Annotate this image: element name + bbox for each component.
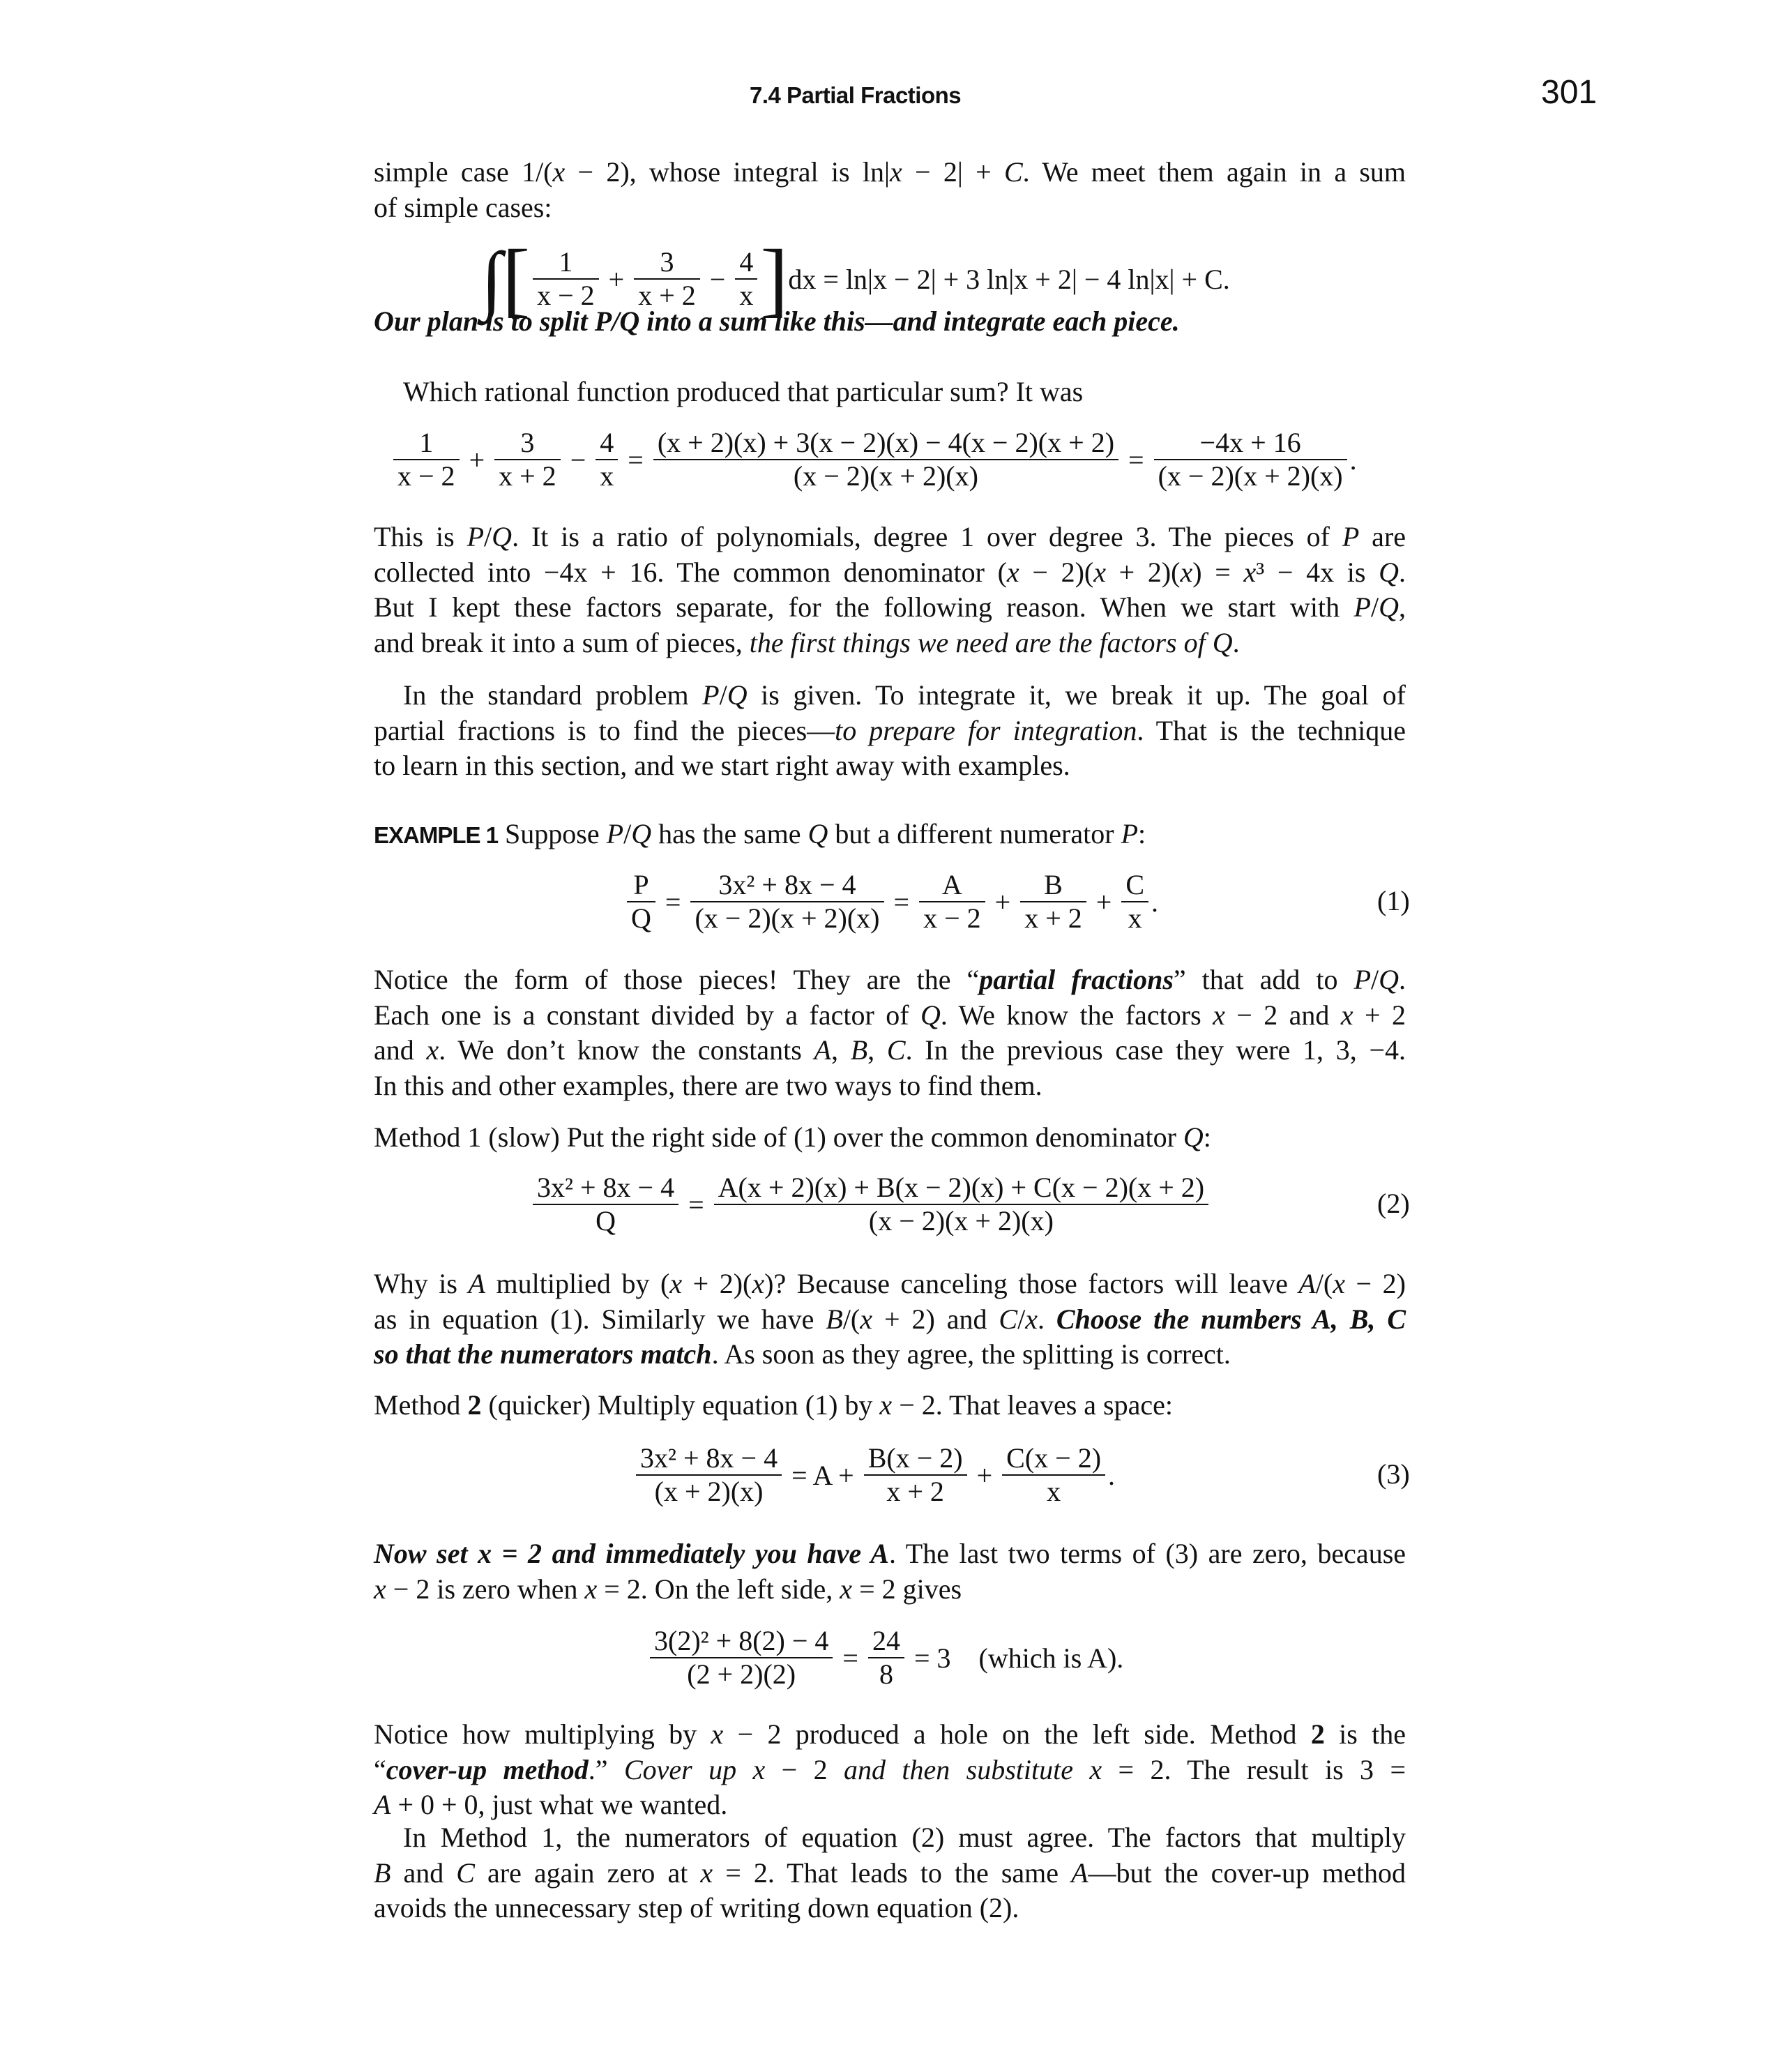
emphasis-bold: 2 xyxy=(467,1389,482,1421)
fraction xyxy=(393,427,460,492)
numerator: (x + 2)(x) + 3(x − 2)(x) − 4(x − 2)(x + 2) xyxy=(657,427,1115,458)
math-variable: B xyxy=(850,1034,868,1066)
math-variable: x xyxy=(1006,556,1019,588)
numerator: B(x − 2) xyxy=(867,1442,963,1474)
numerator: −4x + 16 xyxy=(1199,427,1301,458)
numerator: P xyxy=(633,869,649,900)
math-variable: Q xyxy=(619,305,640,337)
fraction xyxy=(714,1172,1208,1237)
numerator: 1 xyxy=(559,246,573,278)
math-variable: x xyxy=(374,1573,386,1605)
math-variable: P xyxy=(606,818,624,849)
math-variable: Q xyxy=(492,521,513,552)
numerator: 3x² + 8x − 4 xyxy=(640,1442,778,1474)
math-text: + xyxy=(462,444,492,476)
paragraph xyxy=(374,962,1406,1103)
numerator: 3(2)² + 8(2) − 4 xyxy=(654,1625,829,1656)
math-variable: Q xyxy=(1212,626,1233,658)
math-variable: A xyxy=(870,1538,889,1569)
math-variable: B xyxy=(826,1303,843,1335)
math-variable: Q xyxy=(1379,964,1400,995)
text-line: and x. We don’t know the constants A, B, C. In the previous case they were 1, 3, −4. xyxy=(374,1034,1406,1066)
emphasis-italic: the first things we need are the factors of Q xyxy=(749,626,1233,658)
equation-3 xyxy=(633,1442,1115,1508)
math-variable: x xyxy=(889,156,902,188)
math-variable: A xyxy=(1071,1857,1089,1889)
integral-sign: ∫ xyxy=(481,236,503,322)
paragraph xyxy=(374,1120,1406,1156)
math-variable: P xyxy=(1353,591,1371,623)
math-variable: P xyxy=(702,679,720,711)
math-variable: x xyxy=(1213,999,1225,1031)
math-variable: A xyxy=(814,1034,831,1066)
math-variable: Q xyxy=(727,679,748,711)
denominator: (x − 2)(x + 2)(x) xyxy=(690,901,883,935)
math-variable: x xyxy=(1340,999,1353,1031)
denominator: x − 2 xyxy=(919,901,985,935)
denominator: (x + 2)(x) xyxy=(636,1474,782,1508)
emphasis-bold-italic: partial fractions xyxy=(979,964,1174,995)
emphasis-bold-italic: cover-up method xyxy=(386,1753,589,1785)
emphasis-italic: and then substitute xyxy=(843,1753,1073,1785)
math-variable: C xyxy=(1003,156,1023,188)
math-text: = xyxy=(1121,444,1151,476)
fraction xyxy=(627,869,655,935)
math-variable: x xyxy=(752,1753,766,1785)
denominator: x xyxy=(1002,1474,1105,1508)
equation-sum xyxy=(390,427,1357,492)
paragraph xyxy=(374,1388,1406,1423)
paragraph xyxy=(374,155,1406,225)
fraction xyxy=(533,246,599,312)
text-line: Notice the form of those pieces! They are the “partial fractions” that add to P/Q. xyxy=(374,964,1406,995)
math-variable: x xyxy=(1025,1303,1038,1335)
fraction xyxy=(1020,869,1086,935)
math-variable: Q xyxy=(807,818,828,849)
numerator: 3x² + 8x − 4 xyxy=(718,869,856,900)
section-header: 7.4 Partial Fractions xyxy=(750,82,962,108)
math-variable: B xyxy=(1349,1303,1369,1335)
math-variable: x xyxy=(860,1303,873,1335)
math-variable: C xyxy=(456,1857,475,1889)
text-line: and break it into a sum of pieces, the first things we need are the factors of Q. xyxy=(374,626,1240,658)
paragraph xyxy=(374,520,1406,660)
emphasis-bold: 2 xyxy=(1310,1718,1325,1750)
text-line: B and C are again zero at x = 2. That leads to the same A—but the cover-up method xyxy=(374,1857,1406,1889)
math-text: = 3 (which is A). xyxy=(907,1642,1124,1674)
equation-substitute xyxy=(647,1625,1123,1691)
math-variable: P xyxy=(1342,521,1360,552)
fraction xyxy=(653,427,1118,492)
fraction xyxy=(1121,869,1148,935)
denominator: x − 2 xyxy=(393,459,460,492)
paragraph xyxy=(374,304,1406,340)
denominator: (2 + 2)(2) xyxy=(650,1657,833,1691)
fraction xyxy=(868,1625,904,1691)
equation-number: (2) xyxy=(1377,1188,1410,1219)
math-variable: P xyxy=(1353,964,1371,995)
text-line: Method 2 (quicker) Multiply equation (1) by x − 2. That leaves a space: xyxy=(374,1389,1173,1421)
numerator: 3x² + 8x − 4 xyxy=(537,1172,675,1203)
bracket: ] xyxy=(760,232,789,325)
example-label: EXAMPLE 1 xyxy=(374,822,499,848)
denominator: Q xyxy=(627,901,655,935)
math-variable: C xyxy=(999,1303,1018,1335)
denominator: x + 2 xyxy=(864,1474,967,1508)
equation-1 xyxy=(624,869,1158,935)
numerator: 1 xyxy=(419,427,434,458)
math-variable: x xyxy=(700,1857,713,1889)
math-variable: Q xyxy=(631,818,652,849)
math-variable: x xyxy=(1180,556,1193,588)
math-variable: P xyxy=(594,305,612,337)
text-line: “cover-up method.” Cover up x − 2 and then substitute x = 2. The result is 3 = xyxy=(374,1753,1406,1785)
math-variable: x xyxy=(840,1573,853,1605)
numerator: C xyxy=(1125,869,1144,900)
denominator: x + 2 xyxy=(1020,901,1086,935)
denominator: (x − 2)(x + 2)(x) xyxy=(1154,459,1347,492)
equation-2 xyxy=(530,1172,1211,1237)
fraction xyxy=(494,427,561,492)
denominator: 8 xyxy=(868,1657,904,1691)
paragraph xyxy=(374,817,1406,852)
math-text: + xyxy=(969,1459,1000,1491)
text-line: partial fractions is to find the pieces—to prepare for integration. That is the technique xyxy=(374,714,1406,746)
text-line: Notice how multiplying by x − 2 produced a hole on the left side. Method 2 is the xyxy=(374,1718,1406,1750)
math-variable: x xyxy=(879,1389,893,1421)
fraction xyxy=(634,246,700,312)
math-text: + xyxy=(987,886,1018,918)
fraction xyxy=(636,1442,782,1508)
math-variable: A xyxy=(468,1268,485,1299)
math-text: = xyxy=(621,444,651,476)
paragraph xyxy=(374,678,1406,784)
fraction xyxy=(533,1172,678,1237)
text-line: A + 0 + 0, just what we wanted. xyxy=(374,1789,728,1820)
math-variable: x xyxy=(1243,556,1257,588)
denominator: (x − 2)(x + 2)(x) xyxy=(653,459,1118,492)
text-line: In Method 1, the numerators of equation (2) must agree. The factors that multiply xyxy=(403,1822,1406,1853)
math-text: . xyxy=(1349,444,1357,476)
math-text: . xyxy=(1108,1459,1116,1491)
math-variable: Q xyxy=(1379,591,1399,623)
math-variable: A xyxy=(1312,1303,1331,1335)
math-variable: x xyxy=(1089,1753,1102,1785)
math-variable: Q xyxy=(1379,556,1400,588)
math-variable: x xyxy=(1093,556,1106,588)
emphasis-italic: to prepare for integration xyxy=(835,714,1137,746)
math-variable: x xyxy=(478,1538,492,1569)
text-line: Which rational function produced that particular sum? It was xyxy=(403,376,1084,407)
page-number: 301 xyxy=(1541,74,1598,111)
math-text: + xyxy=(1089,886,1119,918)
emphasis-bold-italic: Our plan is to split P/Q into a sum like this—and integrate each piece. xyxy=(374,305,1180,337)
denominator: x xyxy=(596,459,618,492)
denominator: x − 2 xyxy=(533,278,599,312)
numerator: 24 xyxy=(872,1625,900,1656)
math-variable: x xyxy=(752,1268,765,1299)
math-variable: C xyxy=(886,1034,906,1066)
text-line: In the standard problem P/Q is given. To integrate it, we break it up. The goal of xyxy=(403,679,1406,711)
fraction xyxy=(690,869,883,935)
math-variable: P xyxy=(467,521,485,552)
numerator: 3 xyxy=(520,427,535,458)
bracket: [ xyxy=(502,232,531,325)
math-variable: x xyxy=(1333,1268,1346,1299)
denominator: x xyxy=(735,278,757,312)
text-line: But I kept these factors separate, for the following reason. When we start with P/Q, xyxy=(374,591,1406,623)
text-line: This is P/Q. It is a ratio of polynomials, degree 1 over degree 3. The pieces of P are xyxy=(374,521,1406,552)
math-text: = xyxy=(835,1642,865,1674)
text-line xyxy=(374,304,1406,340)
emphasis-bold-italic: Choose the numbers A, B, C xyxy=(1056,1303,1406,1335)
emphasis-bold-italic: Now set x = 2 and immediately you have A xyxy=(374,1538,889,1569)
paragraph xyxy=(374,1820,1406,1926)
fraction xyxy=(1154,427,1347,492)
numerator: 4 xyxy=(739,246,754,278)
text-line: of simple cases: xyxy=(374,191,552,223)
math-text: dx = ln|x − 2| + 3 ln|x + 2| − 4 ln|x| + C. xyxy=(788,263,1230,295)
text-line: x − 2 is zero when x = 2. On the left side, x = 2 gives xyxy=(374,1573,962,1605)
equation-number: (1) xyxy=(1377,885,1410,916)
math-text: = xyxy=(658,886,688,918)
denominator: (x − 2)(x + 2)(x) xyxy=(714,1204,1208,1237)
text-line: so that the numerators match. As soon as they agree, the splitting is correct. xyxy=(374,1338,1231,1370)
math-variable: B xyxy=(374,1857,391,1889)
text-line: Why is A multiplied by (x + 2)(x)? Because canceling those factors will leave A/(x − 2) xyxy=(374,1268,1406,1299)
numerator: C(x − 2) xyxy=(1006,1442,1102,1474)
math-variable: x xyxy=(552,156,566,188)
math-text: − xyxy=(563,444,593,476)
text-line: Now set x = 2 and immediately you have A. The last two terms of (3) are zero, because xyxy=(374,1538,1406,1569)
math-text: = xyxy=(681,1188,711,1220)
numerator: 4 xyxy=(600,427,614,458)
numerator: A(x + 2)(x) + B(x − 2)(x) + C(x − 2)(x + 2) xyxy=(718,1172,1205,1203)
math-variable: x xyxy=(711,1718,724,1750)
math-variable: Q xyxy=(1183,1121,1204,1153)
denominator: x + 2 xyxy=(634,278,700,312)
paragraph xyxy=(374,1266,1406,1372)
text-line: as in equation (1). Similarly we have B/(x + 2) and C/x. Choose the numbers A, B, C xyxy=(374,1303,1406,1335)
paragraph xyxy=(374,1536,1406,1607)
text-line: Method 1 (slow) Put the right side of (1) over the common denominator Q: xyxy=(374,1121,1211,1153)
emphasis-bold-italic: so that the numerators match xyxy=(374,1338,712,1370)
math-variable: x xyxy=(584,1573,598,1605)
text-line: simple case 1/(x − 2), whose integral is ln|x − 2| + C. We meet them again in a sum xyxy=(374,156,1406,188)
math-variable: Q xyxy=(920,999,941,1031)
math-text: = A + xyxy=(784,1459,861,1491)
math-text: − xyxy=(702,263,733,295)
denominator: x + 2 xyxy=(494,459,561,492)
text-line: avoids the unnecessary step of writing down equation (2). xyxy=(374,1892,1019,1923)
fraction xyxy=(596,427,618,492)
math-variable: x xyxy=(426,1034,439,1066)
paragraph xyxy=(374,375,1406,410)
fraction xyxy=(650,1625,833,1691)
equation-number: (3) xyxy=(1377,1458,1410,1490)
paragraph xyxy=(374,1717,1406,1823)
math-variable: A xyxy=(1298,1268,1316,1299)
fraction xyxy=(919,869,985,935)
text-line: Each one is a constant divided by a factor of Q. We know the factors x − 2 and x + 2 xyxy=(374,999,1406,1031)
denominator: Q xyxy=(533,1204,678,1237)
numerator: A xyxy=(941,869,962,900)
fraction xyxy=(1002,1442,1105,1508)
text-line: to learn in this section, and we start right away with examples. xyxy=(374,750,1070,781)
numerator: 3 xyxy=(660,246,674,278)
math-variable: x xyxy=(669,1268,683,1299)
numerator: B xyxy=(1044,869,1063,900)
math-variable: C xyxy=(1387,1303,1406,1335)
math-variable: A xyxy=(374,1789,391,1820)
text-line: EXAMPLE 1 Suppose P/Q has the same Q but a different numerator P: xyxy=(374,818,1146,849)
text-line: collected into −4x + 16. The common denominator (x − 2)(x + 2)(x) = x³ − 4x is Q. xyxy=(374,556,1406,588)
math-text: . xyxy=(1151,886,1158,918)
math-text: = xyxy=(886,886,917,918)
denominator: x xyxy=(1121,901,1148,935)
math-text: + xyxy=(601,263,632,295)
emphasis-italic: Cover up xyxy=(623,1753,737,1785)
text-line: In this and other examples, there are two ways to find them. xyxy=(374,1069,1042,1101)
fraction xyxy=(864,1442,967,1508)
fraction xyxy=(735,246,757,312)
math-variable: P xyxy=(1121,818,1138,849)
